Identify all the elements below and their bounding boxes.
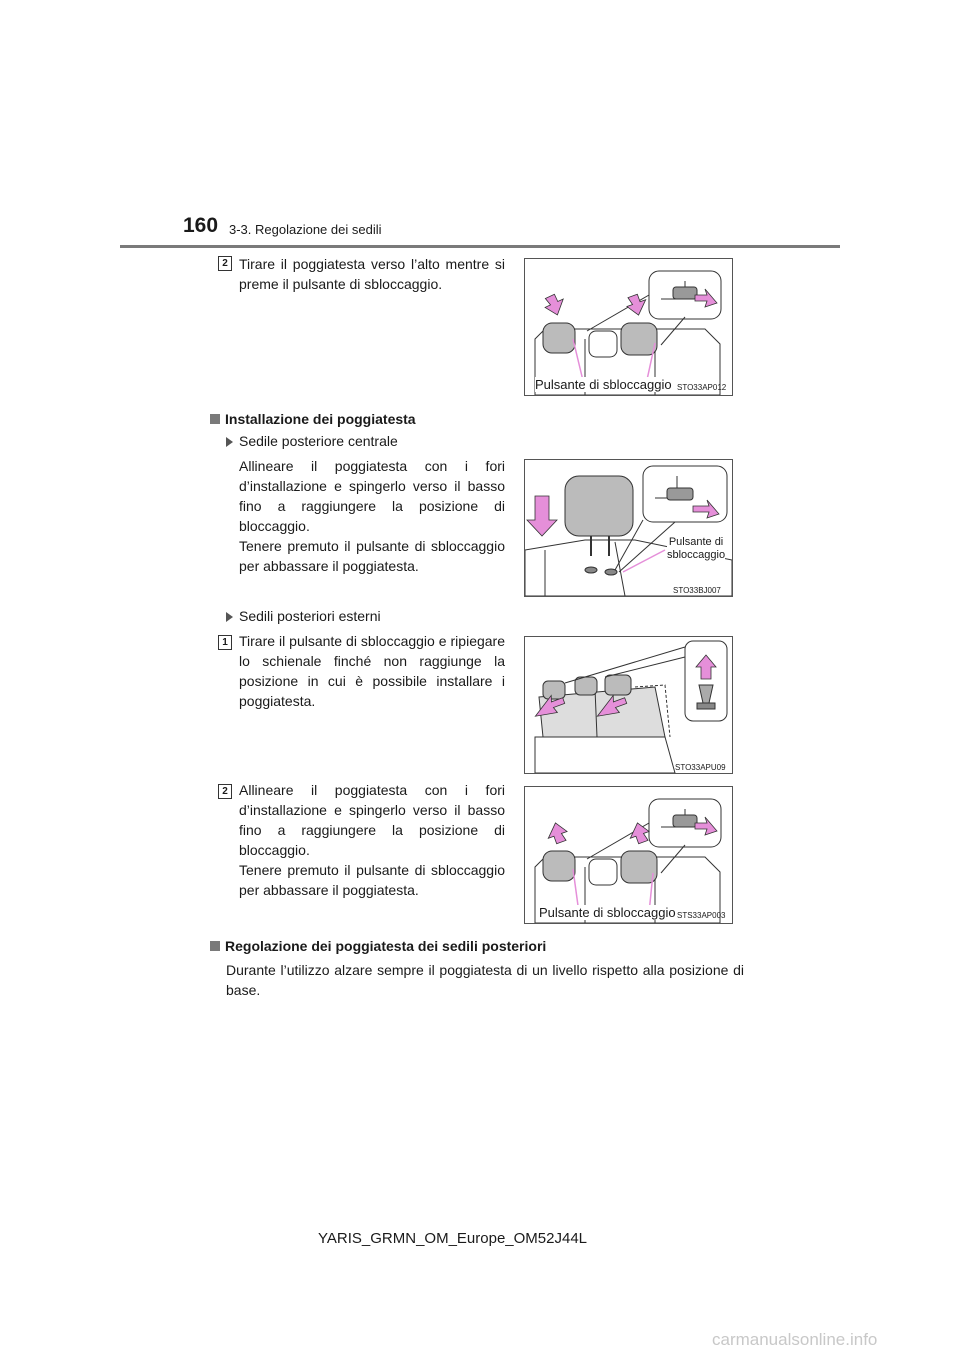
step2-text: Allineare il poggiatesta con i fori d’installazione e spingerlo verso il basso fino a raggiungere la posizione di bloccaggio. Tenere premuto il pulsante di sbloccaggio per abbassare il poggiatesta. [239, 782, 505, 898]
figure4-label: Pulsante di sbloccaggio [539, 905, 676, 920]
heading-square-icon [210, 414, 220, 424]
section-title: 3-3. Regolazione dei sedili [229, 222, 382, 237]
center-seat-text: Allineare il poggiatesta con i fori d’installazione e spingerlo verso il basso fino a raggiungere la posizione di bloccaggio. Tenere premuto il pulsante di sbloccaggio per abbassare il poggiatesta. [239, 458, 505, 574]
figure-headrest-install [524, 786, 733, 924]
footer-doc-id: YARIS_GRMN_OM_Europe_OM52J44L [318, 1230, 588, 1247]
bullet-outer-seats: Sedili posteriori esterni [226, 608, 381, 624]
heading-regolazione-label: Regolazione dei poggiatesta dei sedili posteriori [225, 938, 547, 954]
step-badge-2: 2 [218, 256, 232, 271]
heading-regolazione [210, 938, 546, 954]
heading-installazione [210, 411, 416, 427]
figure2-code: STO33BJ007 [673, 586, 721, 595]
header-rule [120, 245, 840, 248]
figure4-code: STS33AP003 [677, 911, 726, 920]
step-text: Tirare il poggiatesta verso l’alto mentre si preme il pulsante di sbloccaggio. [239, 256, 505, 292]
regolazione-text: Durante l’utilizzo alzare sempre il poggiatesta di un livello rispetto alla posizione di base. [226, 962, 744, 998]
watermark: carmanualsonline.info [712, 1330, 878, 1349]
heading-installazione-label: Installazione dei poggiatesta [225, 411, 416, 427]
step1-text: Tirare il pulsante di sbloccaggio e ripiegare lo schienale finché non raggiunge la posizione in cui è possibile installare i poggiatesta. [239, 633, 505, 709]
heading-square-icon [210, 941, 220, 951]
page-number: 160 [183, 214, 219, 237]
figure2-label: Pulsante di sbloccaggio [667, 536, 726, 561]
figure3-code: STO33APU09 [675, 763, 726, 772]
step-badge-2b: 2 [218, 784, 232, 799]
bullet-triangle-icon [226, 437, 233, 447]
bullet-triangle-icon [226, 612, 233, 622]
figure-center-headrest [524, 459, 733, 597]
figure1-code: STO33AP012 [677, 383, 727, 392]
step-badge-1: 1 [218, 635, 232, 650]
figure1-label: Pulsante di sbloccaggio [535, 377, 672, 392]
bullet-center-seat: Sedile posteriore centrale [226, 433, 398, 449]
figure-fold-seatback [524, 636, 733, 774]
figure-headrest-removal [524, 258, 733, 396]
